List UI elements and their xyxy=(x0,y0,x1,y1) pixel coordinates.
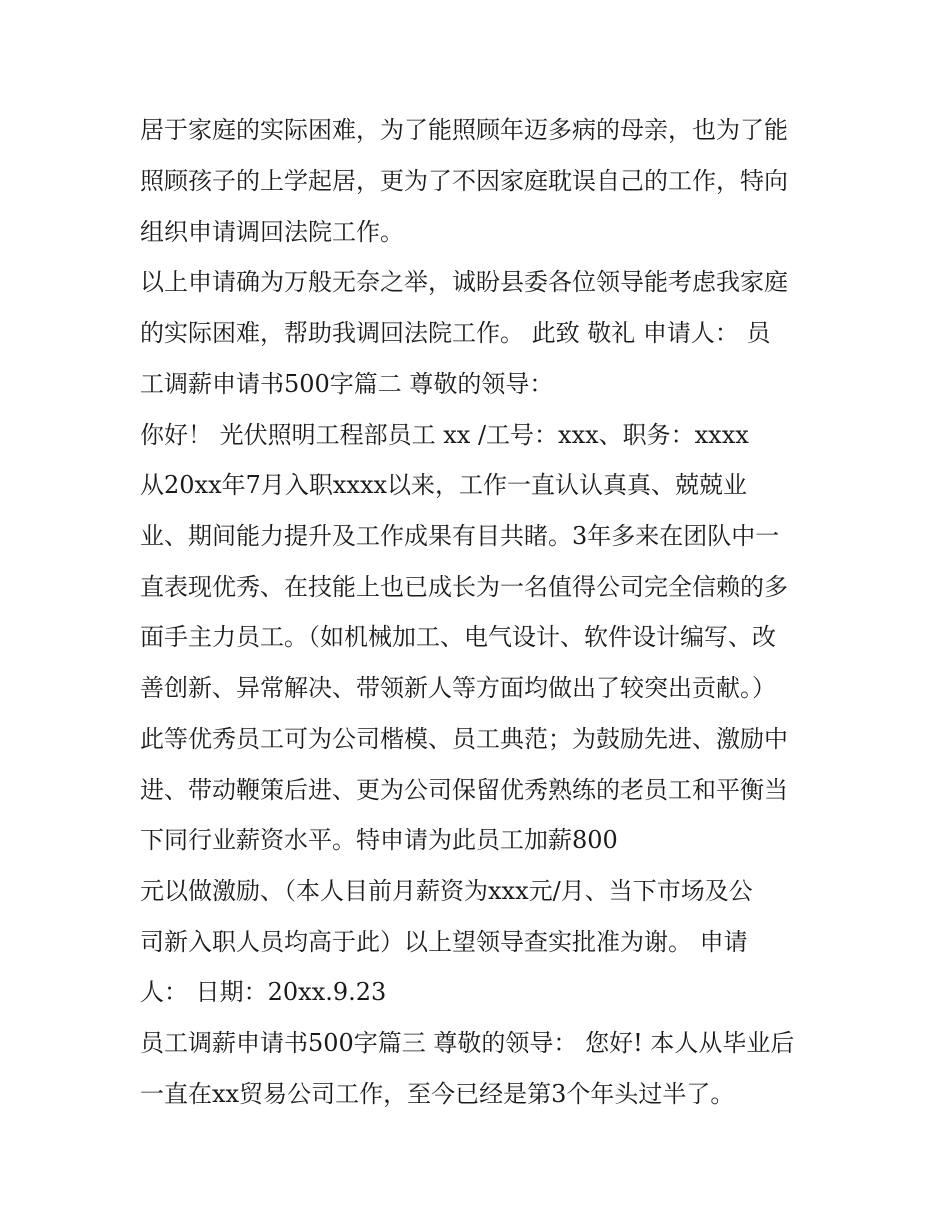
text-line: 下同行业薪资水平。特申请为此员工加薪800 xyxy=(140,826,618,854)
text-line: 一直在xx贸易公司工作，至今已经是第3个年头过半了。 xyxy=(140,1080,735,1108)
text-line: 工调薪申请书500字篇二 尊敬的领导： xyxy=(140,370,554,398)
text-line: 从20xx年7月入职xxxx以来，工作一直认认真真、兢兢业 xyxy=(140,471,748,499)
text-line: 照顾孩子的上学起居，更为了不因家庭耽误自己的工作，特向 xyxy=(140,167,788,195)
text-line: 你好！ 光伏照明工程部员工 xx /工号：xxx、职务：xxxx xyxy=(140,421,749,449)
text-line: 元以做激励、（本人目前月薪资为xxx元/月、当下市场及公 xyxy=(140,877,753,905)
text-line: 司新入职人员均高于此）以上望领导查实批准为谢。 申请 xyxy=(140,928,748,956)
text-line: 员工调薪申请书500字篇三 尊敬的领导： 您好! 本人从毕业后 xyxy=(140,1029,795,1057)
text-line: 以上申请确为万般无奈之举，诚盼县委各位领导能考虑我家庭 xyxy=(140,268,788,296)
text-line: 的实际困难，帮助我调回法院工作。 此致 敬礼 申请人： 员 xyxy=(140,319,771,347)
text-line: 组织申请调回法院工作。 xyxy=(140,218,404,246)
text-line: 业、期间能力提升及工作成果有目共睹。3年多来在团队中一 xyxy=(140,522,780,550)
text-line: 直表现优秀、在技能上也已成长为一名值得公司完全信赖的多 xyxy=(140,573,788,601)
text-line: 此等优秀员工可为公司楷模、员工典范；为鼓励先进、激励中 xyxy=(140,725,788,753)
text-line: 面手主力员工。（如机械加工、电气设计、软件设计编写、改 xyxy=(140,623,776,651)
text-line: 人： 日期：20xx.9.23 xyxy=(140,978,387,1006)
text-line: 进、带动鞭策后进、更为公司保留优秀熟练的老员工和平衡当 xyxy=(140,776,788,804)
text-line: 善创新、异常解决、带领新人等方面均做出了较突出贡献。） xyxy=(140,674,776,702)
text-line: 居于家庭的实际困难，为了能照顾年迈多病的母亲，也为了能 xyxy=(140,116,788,144)
